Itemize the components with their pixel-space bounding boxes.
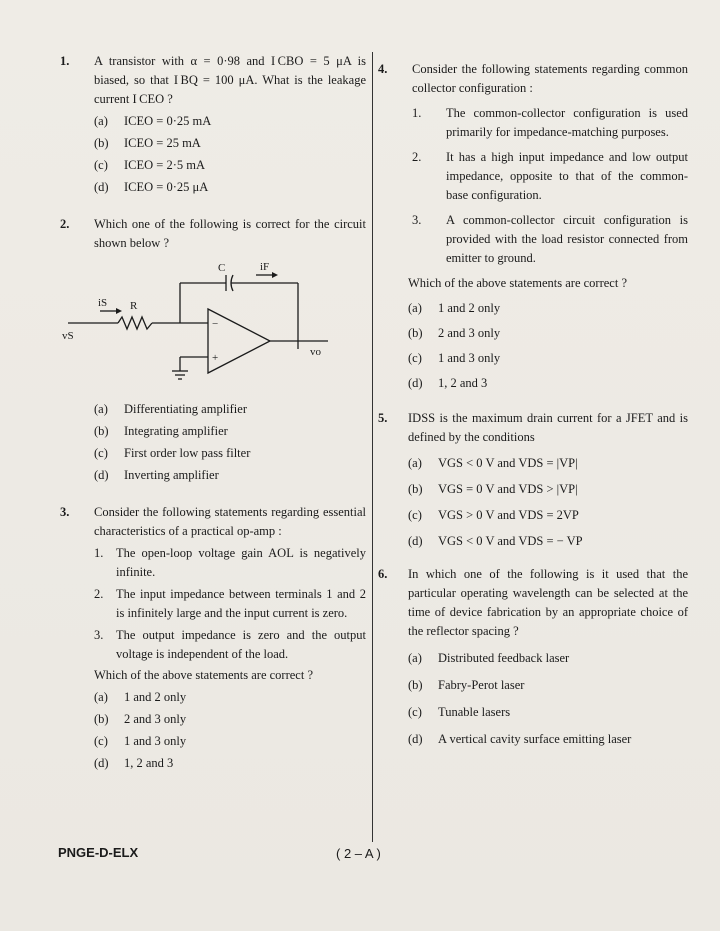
option-a: (a) 1 and 2 only (408, 301, 501, 315)
question-number: 6. (378, 567, 388, 581)
option-a: (a) VGS < 0 V and VDS = |VP| (408, 456, 578, 470)
option-b: (b) 2 and 3 only (94, 712, 187, 726)
options (94, 688, 366, 773)
option-c: (c) ICEO = 2·5 mA (94, 158, 205, 172)
question-text: In which one of the following is it used that the particular operating wavelength can be selected at the time of device fabrication by an appropriate choice of the reflector spacing ? (408, 567, 688, 638)
option-c: (c) Tunable lasers (408, 705, 511, 719)
question-6 (378, 565, 688, 749)
option-d: (d) 1, 2 and 3 (408, 376, 488, 390)
option-c: (c) 1 and 3 only (408, 351, 501, 365)
if-label: iF (260, 261, 270, 273)
options (408, 299, 688, 393)
option-a: (a) Distributed feedback laser (408, 651, 570, 665)
question-2 (60, 215, 366, 485)
vs-label: vS (62, 330, 74, 342)
vo-label: vo (310, 346, 321, 358)
question-5 (378, 409, 688, 551)
option-b: (b) 2 and 3 only (408, 326, 501, 340)
statement-3: 3. The output impedance is zero and the output voltage is independent of the load. (94, 628, 366, 661)
question-text: Consider the following statements regarding essential characteristics of a practical op-amp : (94, 505, 366, 538)
option-a: (a) Differentiating amplifier (94, 402, 247, 416)
option-b: (b) Integrating amplifier (94, 424, 228, 438)
option-b: (b) ICEO = 25 mA (94, 136, 201, 150)
paper-code: PNGE-D-ELX (58, 845, 139, 860)
page-number: ( 2 – A ) (336, 846, 381, 861)
if-arrow-head (272, 272, 278, 278)
statement-3: 3. A common-collector circuit configuration is provided with the load resistor connected from emitter to ground. (412, 213, 688, 265)
option-a: (a) ICEO = 0·25 mA (94, 114, 212, 128)
question-number: 3. (60, 505, 70, 519)
question-ask: Which of the above statements are correct ? (408, 276, 627, 290)
option-d: (d) Inverting amplifier (94, 468, 219, 482)
option-c: (c) VGS > 0 V and VDS = 2VP (408, 508, 579, 522)
capacitor-label: C (218, 262, 226, 274)
left-column (60, 46, 366, 773)
is-arrow-head (116, 308, 122, 314)
option-d: (d) VGS < 0 V and VDS = − VP (408, 534, 583, 548)
question-ask: Which of the above statements are correct ? (94, 668, 313, 682)
inverting-sign: − (212, 318, 219, 330)
options (408, 649, 688, 749)
option-d: (d) 1, 2 and 3 (94, 756, 174, 770)
question-text: Which one of the following is correct for the circuit shown below ? (94, 217, 366, 250)
statement-2: 2. It has a high input impedance and low output impedance, opposite to that of the common-base configuration. (412, 150, 688, 202)
question-number: 1. (60, 54, 70, 68)
options (94, 112, 366, 197)
statement-1: 1. The common-collector configuration is used primarily for impedance-matching purposes. (412, 106, 688, 139)
question-number: 2. (60, 217, 70, 231)
question-3 (60, 503, 366, 773)
resistor (118, 317, 152, 329)
question-text: A transistor with α = 0·98 and I CBO = 5 μA is biased, so that I BQ = 100 μA. What is the leakage current I CEO ? (94, 54, 366, 106)
option-c: (c) 1 and 3 only (94, 734, 187, 748)
question-number: 4. (378, 62, 388, 76)
noninverting-sign: + (212, 352, 219, 364)
question-text: Consider the following statements regarding common collector configuration : (412, 62, 688, 95)
options (408, 454, 688, 551)
option-b: (b) Fabry-Perot laser (408, 678, 525, 692)
op-amp-circuit-diagram (60, 261, 332, 385)
question-number: 5. (378, 411, 388, 425)
question-1 (60, 52, 366, 197)
option-d: (d) A vertical cavity surface emitting laser (408, 732, 632, 746)
option-b: (b) VGS = 0 V and VDS > |VP| (408, 482, 578, 496)
options (94, 400, 366, 485)
is-label: iS (98, 297, 108, 309)
question-4 (378, 60, 688, 393)
resistor-label: R (130, 300, 138, 312)
option-c: (c) First order low pass filter (94, 446, 251, 460)
right-column (378, 46, 688, 749)
column-divider (372, 52, 373, 842)
option-a: (a) 1 and 2 only (94, 690, 187, 704)
statement-1: 1. The open-loop voltage gain AOL is negatively infinite. (94, 546, 366, 579)
option-d: (d) ICEO = 0·25 μA (94, 180, 209, 194)
statement-2: 2. The input impedance between terminals 1 and 2 is infinitely large and the input current is zero. (94, 587, 366, 620)
question-text: IDSS is the maximum drain current for a JFET and is defined by the conditions (408, 411, 688, 444)
